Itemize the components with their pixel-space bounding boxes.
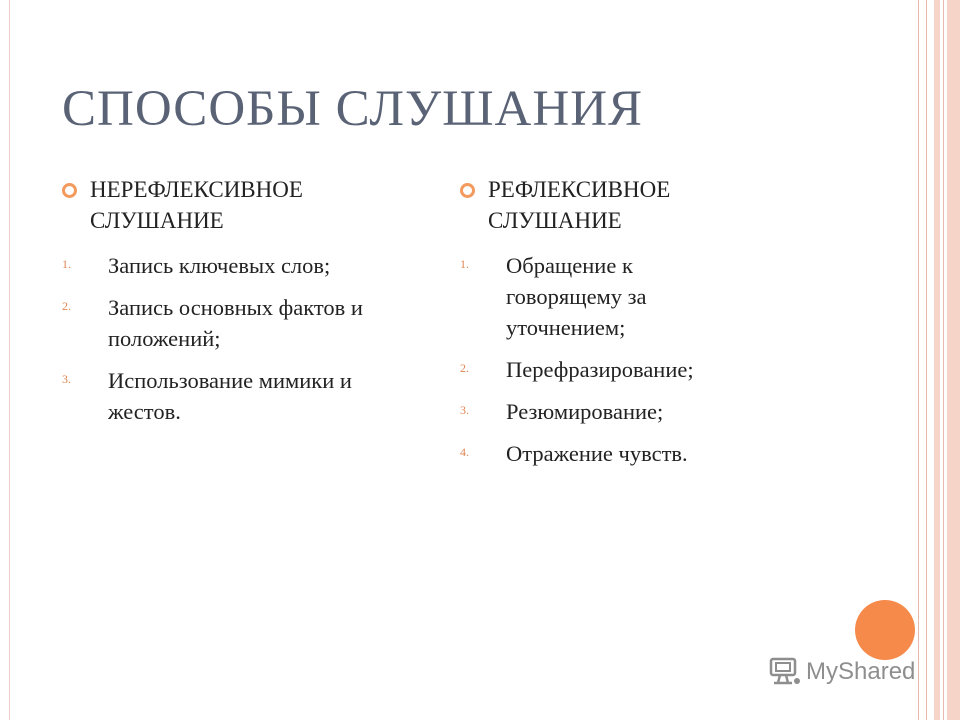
left-heading-line2: СЛУШАНИЕ — [90, 208, 224, 233]
right-list — [460, 250, 790, 469]
frame-left-line — [9, 0, 10, 720]
decor-band — [947, 0, 960, 720]
list-item-text: Перефразирование; — [506, 357, 694, 382]
list-number: 2. — [62, 299, 71, 313]
right-heading-line1: РЕФЛЕКСИВНОЕ — [488, 177, 671, 202]
list-item — [62, 365, 428, 427]
list-item — [62, 292, 368, 354]
list-item — [460, 250, 716, 343]
decor-band-line — [943, 0, 944, 720]
left-list — [62, 250, 422, 427]
list-number: 2. — [460, 361, 469, 375]
list-item-text: Резюмирование; — [506, 399, 664, 424]
list-item — [62, 250, 422, 281]
watermark-text: MyShared — [806, 658, 916, 685]
list-item — [460, 438, 790, 469]
list-item-text: Запись ключевых слов; — [108, 253, 331, 278]
right-heading — [460, 174, 790, 236]
list-item-text: Обращение к говорящему за уточнением; — [506, 253, 647, 340]
list-item-text: Запись основных фактов и положений; — [108, 295, 363, 351]
orange-circle-decoration — [855, 600, 915, 660]
list-number: 1. — [460, 257, 469, 271]
right-heading-line2: СЛУШАНИЕ — [488, 208, 622, 233]
watermark — [768, 656, 915, 688]
list-item — [460, 354, 790, 385]
myshared-logo-icon — [768, 656, 802, 688]
list-number: 4. — [460, 445, 469, 459]
decor-band-line — [926, 0, 927, 720]
list-number: 3. — [62, 372, 71, 386]
right-column — [460, 174, 790, 480]
list-number: 1. — [62, 257, 71, 271]
left-column — [62, 174, 422, 438]
list-item — [460, 396, 790, 427]
list-item-text: Отражение чувств. — [506, 441, 688, 466]
slide-title: СПОСОБЫ СЛУШАНИЯ — [62, 81, 644, 137]
left-heading-line1: НЕРЕФЛЕКСИВНОЕ — [90, 177, 303, 202]
left-heading — [62, 174, 422, 236]
decor-band — [934, 0, 940, 720]
decor-band-line — [918, 0, 919, 720]
bullet-ring-icon — [62, 183, 77, 198]
list-number: 3. — [460, 403, 469, 417]
bullet-ring-icon — [460, 183, 475, 198]
list-item-text: Использование мимики и жестов. — [108, 368, 352, 424]
